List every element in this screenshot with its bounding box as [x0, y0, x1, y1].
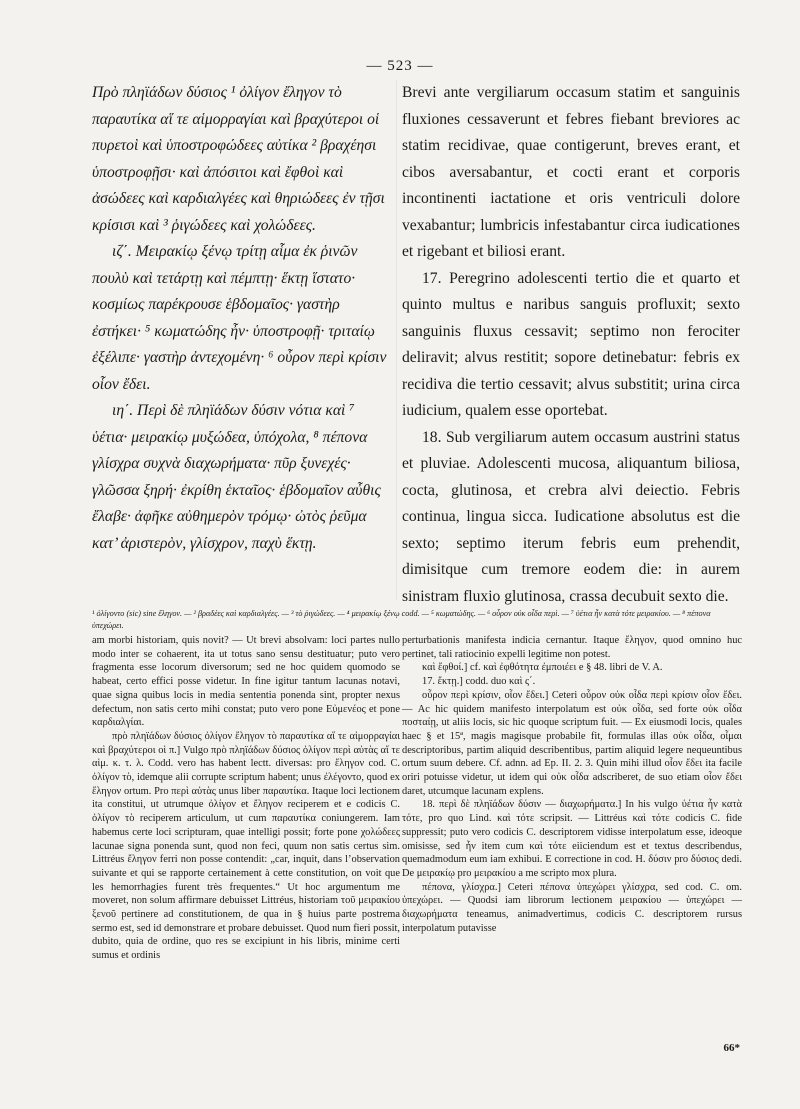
latin-translation-column [402, 80, 740, 610]
commentary-right-column [402, 634, 742, 935]
commentary-left-column [92, 634, 400, 963]
greek-text-column [92, 80, 392, 557]
commentary-paragraph: οὖρον περὶ κρίσιν, οἷον ἔδει.] Ceteri οὖρον οὐκ οἶδα περὶ κρίσιν οἷον ἔδει. — Ac hic quidem manifesto interpolatum est οὐκ οἶδα, sed forte οὐκ οἶδα ποσταίῃ, ut aliis locis, sic hic quoque scriptum fuit. — Ex eiusmodi locis, quales haec § et 15ª, magis magisque probabile fit, formulas illas οὐκ οἶδα, οἶμαι descriptoribus, partim aliquid describentibus, partim aliquid legere nequeuntibus ortum suum debere. Cf. adnn. ad Ep. II. 2. 3. Quin mihi illud οἷον ἔδει ita facile oriri potuisse videtur, ut idem qui οὐκ οἶδα adscriberet, de suo etiam οἷον ἔδει daret, utcumque lacunam explens. [402, 689, 742, 797]
commentary-paragraph: καὶ ἔφθοί.] cf. καὶ ἐφθότητα ἐμποιέει e § 48. libri de V. A. [422, 662, 663, 674]
commentary-paragraph: 17. ἕκτῃ.] codd. duo καὶ ς΄. [422, 676, 536, 688]
commentary-paragraph: am morbi historiam, quis novit? — Ut brevi absolvam: loci partes nullo modo inter se cohaerent, ita ut totus sano sensu destituatur; puto vero fragmenta esse locorum diversorum; sed ne hoc quidem quomodo se habeat, certo effici posse videtur. In fine igitur tantum lacunas notavi, quae signa quibus locis in media sententia ponenda sint, propter nexus defectum, non satis certo mihi constat; puto vero pone Εὐμενέος et pone καρδιαλγίαι. [92, 635, 400, 729]
signature-mark: 66* [723, 1042, 740, 1054]
footnotes [92, 608, 742, 632]
commentary-paragraph: perturbationis manifesta indicia cernantur. Itaque ἔληγον, quod omnino huc pertinet, tali ratiocinio expelli legitime non potest. [402, 635, 742, 660]
column-gutter [396, 80, 397, 600]
commentary-paragraph: πέπονα, γλίσχρα.] Ceteri πέπονα ὑπεχώρει γλίσχρα, sed cod. C. om. ὑπεχώρει. — Quodsi iam librorum lectionem μειρακίου — ὑπεχώρει — διαχωρήματα teneamus, animadvertimus, codicis C. descriptorem rursus interpolatum putavisse [402, 881, 742, 934]
greek-paragraph: Πρὸ πληϊάδων δύσιος ¹ ὀλίγον ἔληγον τὸ παραυτίκα αἵ τε αἱμορραγίαι καὶ βραχύτεροι οἱ πυρετοὶ καὶ ὑποστροφώδεες αὐτίκα ² βραχέησι ὑποστροφῇσι· καὶ ἀπόσιτοι καὶ ἔφθοὶ καὶ ἀσώδεες καὶ καρδιαλγέες καὶ θηριώδεες ἐν τῇσι κρίσισι καὶ ³ ῥιγώδεες καὶ χολώδεες. [92, 84, 385, 234]
latin-paragraph: 17. Peregrino adolescenti tertio die et quarto et quinto multus e naribus sanguis profluxit; sexto sanguinis fluxus cessavit; septimo non ferociter deliravit; alvus restitit; sopore detinebatur: febris ex recidiva die tertio cessavit; alvus substitit; urina circa iudicium, qualem esse oportebat. [402, 269, 740, 419]
latin-paragraph: Brevi ante vergiliarum occasum statim et sanguinis fluxiones cessaverunt et febres fiebant breviores ac statim recidivae, quae contigerunt, breves erant, et cibos aversabantur, et cocti erant et corporis incontinenti iactatione et oris ventriculi dolore vexabantur; lumbricis infestabantur circa iudicationes et rigebant et biliosi erant. [402, 84, 740, 260]
greek-paragraph: ιη΄. Περὶ δὲ πληϊάδων δύσιν νότια καὶ ⁷ ὑέτια· μειρακίῳ μυξώδεα, ὑπόχολα, ⁸ πέπονα γλίσχρα συχνὰ διαχωρήματα· πῦρ ξυνεχές· γλῶσσα ξηρή· ἐκρίθη ἑκταῖος· ἑβδομαῖον αὖθις ἔλαβε· ἀφῆκε αὐθημερὸν τρόμῳ· ὠτὸς ῥεῦμα κατ’ ἀριστερὸν, γλίσχρον, παχὺ ἕκτῃ. [92, 402, 381, 552]
commentary-paragraph: 18. περὶ δὲ πληϊάδων δύσιν — διαχωρήματα.] In his vulgo ὑέτια ἦν κατὰ τότε, pro quo Lind. καὶ τότε scripsit. — Littréus καὶ τότε codicis C. fide suppressit; puto vero codicis C. descriptorem vidisse interpolatum esse, ideoque omisisse, sed ἦν item cum καὶ τότε eiiciendum est et textus describendus, quemadmodum eum iam exhibui. E correctione in cod. H. δύσιν pro δύσιος dedi. De μειρακίῳ pro μειρακίου a me scripto mox plura. [402, 799, 742, 879]
greek-paragraph: ιζ΄. Μειρακίῳ ξένῳ τρίτῃ αἷμα ἐκ ῥινῶν πουλὺ καὶ τετάρτῃ καὶ πέμπτῃ· ἕκτῃ ἵστατο· κοσμίως παρέκρουσε ἑβδομαῖος· γαστὴρ ἐστήκει· ⁵ κωματώδης ἦν· ὑποστροφῇ· τριταίῳ ἐξέλιπε· γαστὴρ ἀντεχομένη· ⁶ οὖρον περὶ κρίσιν οἷον ἔδει. [92, 243, 387, 393]
commentary-paragraph: πρὸ πληϊάδων δύσιος ὀλίγον ἔληγον τὸ παραυτίκα αἵ τε αἱμορραγίαι καὶ βραχύτεροι οἱ π.] Vulgo πρὸ πληϊάδων δύσιος ὀλίγον περὶ αὐτὰς αἵ τε αἱμ. κ. τ. λ. Codd. vero has habent lectt. diversas: pro ἔληγον cod. C. ὀλίγον τὸ, idemque alii corrupte scriptum habent; unus ἐλέγοντο, quod ex ἔληγον ortum. Pro περὶ αὐτὰς unus liber παραυτίκα. Itaque loci lectionem ita constitui, ut utrumque ὀλίγον et ἔληγον reciperem et e codicis C. ὀλίγον τὸ reciperem articulum, ut cum παραυτίκα coniungerem. Iam habemus certe loci scripturam, quae intelligi possit; forte pone χολώδεες lacunae signa ponenda sunt, quod non feci, quum non satis certus sim. Littréus ἔληγον ferri non posse contendit: „car, inquit, dans l’observation suivante et qui se rapporte certainement à cette constitution, on voit que les hemorrhagies furent très frequentes.“ Ut hoc argumentum me moveret, non solum affirmare debuisset Littréus, historiam τοῦ μειρακίου ξενοῦ pertinere ad constitutionem, de qua in § huius parte postrema sermo est, sed id demonstrare et probare debuisset. Quod num fieri possit, dubito, quia de ordine, quo res se excipiunt in his libris, minime certi sumus et ordinis [92, 730, 400, 962]
latin-paragraph: 18. Sub vergiliarum autem occasum austrini status et pluviae. Adolescenti mucosa, aliquantum biliosa, cocta, glutinosa, et crebra alvi deiectio. Febris continua, lingua sicca. Iudicatione absolutus est die sexto; septimo iterum febris eum prehendit, dimisitque cum tremore eodem die: in aurem sinistram fluxio glutinosa, crassa decubuit sexto die. [402, 428, 740, 605]
footnote-line: ¹ ὀλίγοντο (sic) sine ἔληγον. — ² βραδέες καὶ καρδιαλγέες. — ³ τὸ ῥιγώδεες. — ⁴ μειρακίῳ ξένῳ codd. — ⁵ κωματώδης. — ⁶ οὖρον οὐκ οἶδα περὶ. — ⁷ ὑέτια ἦν κατὰ τότε μειρακίου. — ⁸ πέπονα ὑπεχώρει. [92, 609, 711, 630]
page-number: — 523 — [366, 58, 434, 74]
